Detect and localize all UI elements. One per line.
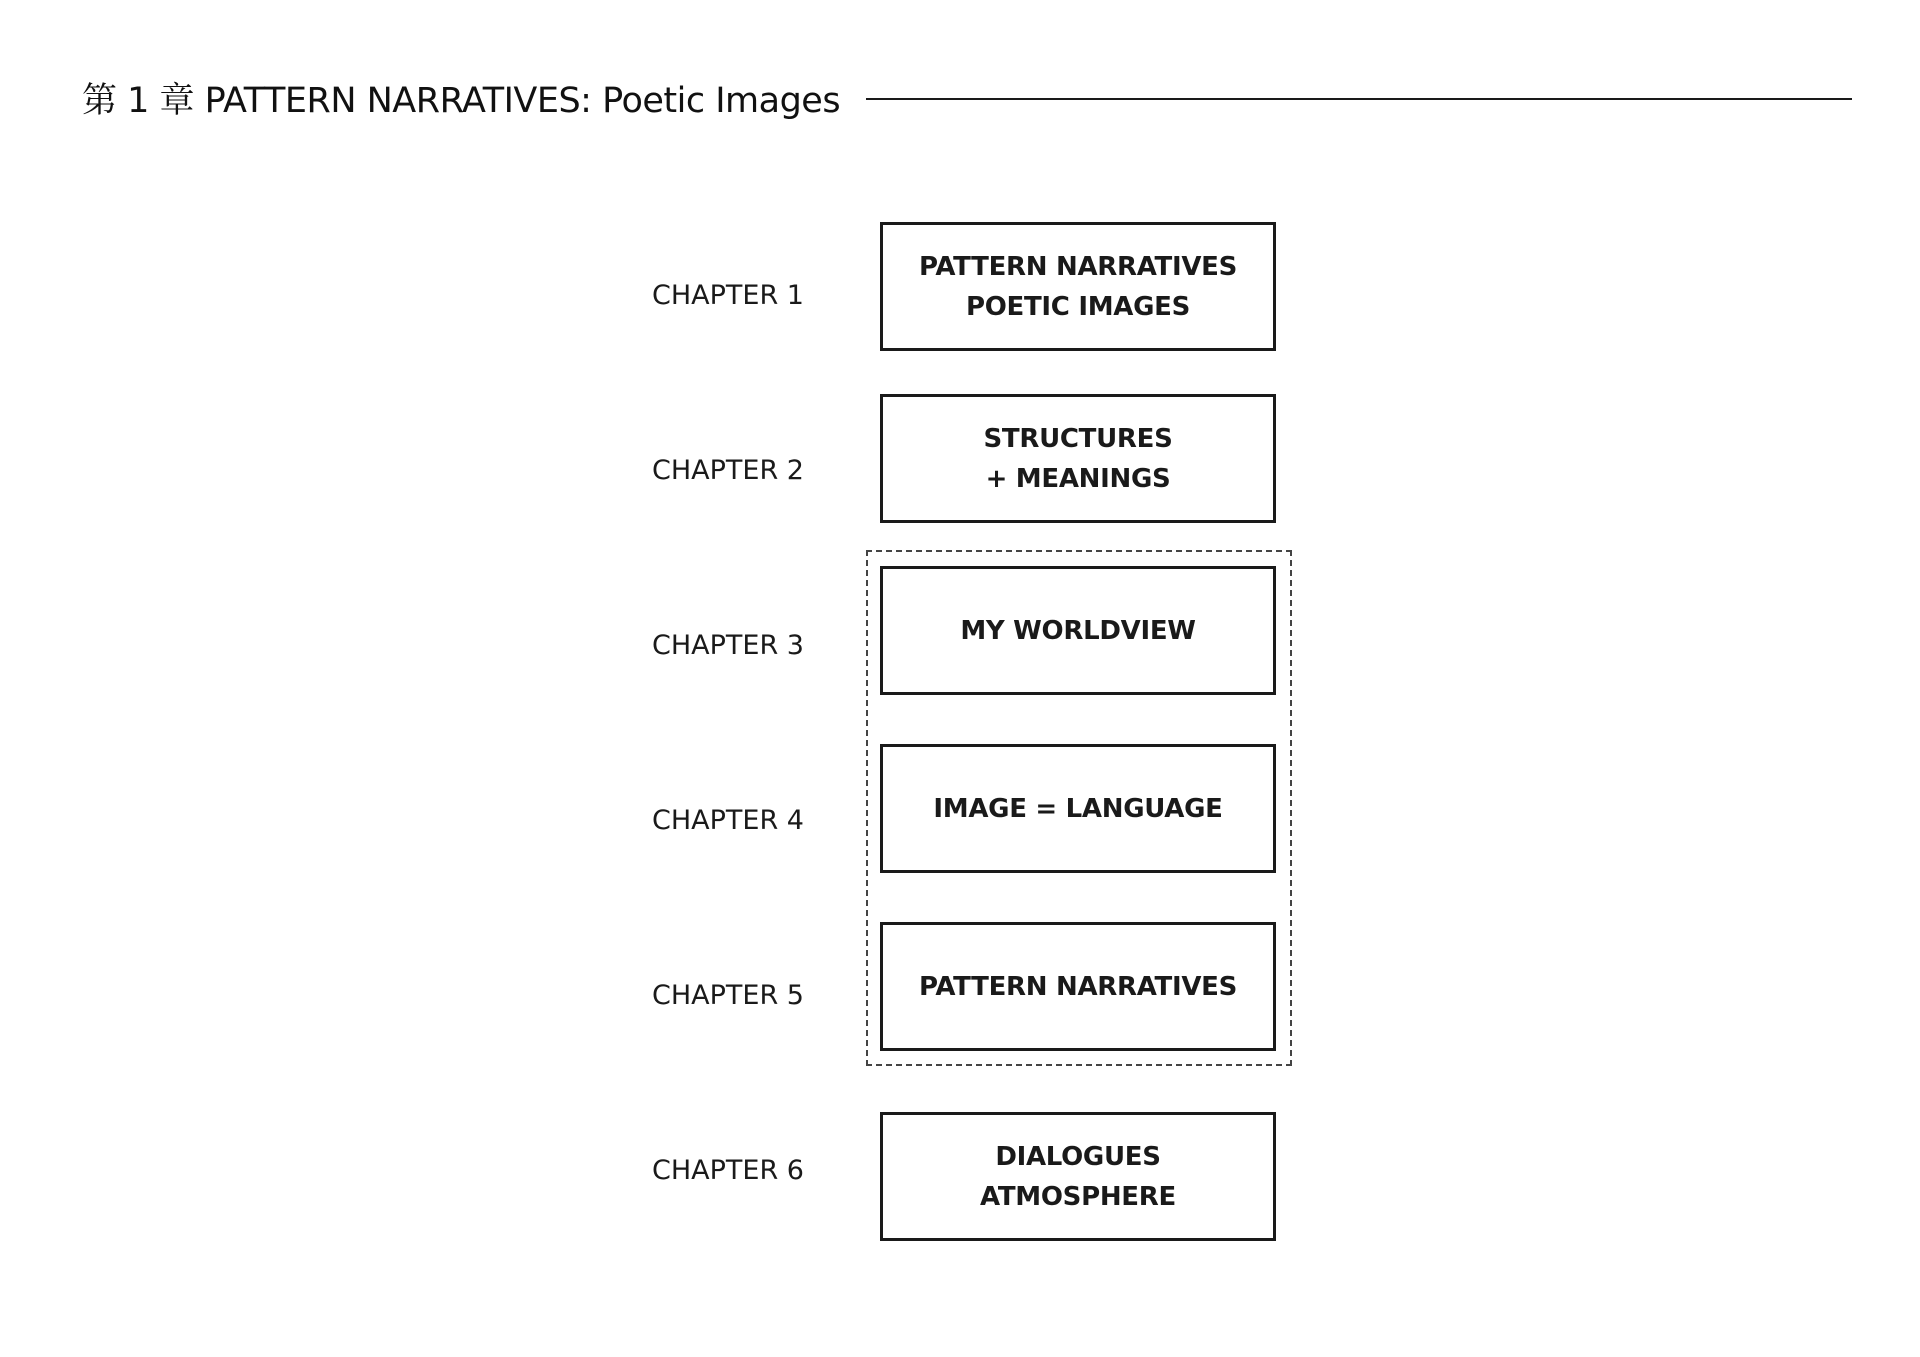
- chapter-box-5: [880, 922, 1276, 1051]
- chapter-box-6: [880, 1112, 1276, 1241]
- chapter-box-2: [880, 394, 1276, 523]
- chapter-box-3-text: MY WORLDVIEW: [960, 615, 1196, 646]
- chapter-label-3: CHAPTER 3: [652, 630, 804, 661]
- chapter-box-1: [880, 222, 1276, 351]
- chapter-box-6-text: DIALOGUES ATMOSPHERE: [980, 1141, 1176, 1212]
- chapter-label-4: CHAPTER 4: [652, 805, 804, 836]
- chapter-box-2-text: STRUCTURES + MEANINGS: [983, 423, 1173, 494]
- chapter-box-5-text: PATTERN NARRATIVES: [918, 971, 1238, 1002]
- chapter-label-6: CHAPTER 6: [652, 1155, 804, 1186]
- page-header: [82, 70, 1852, 126]
- chapter-box-1-text: PATTERN NARRATIVES POETIC IMAGES: [918, 251, 1238, 322]
- chapter-label-1: CHAPTER 1: [652, 280, 804, 311]
- header-divider: [866, 98, 1852, 100]
- chapter-box-4-text: IMAGE = LANGUAGE: [933, 793, 1223, 824]
- chapter-box-3: [880, 566, 1276, 695]
- chapter-label-2: CHAPTER 2: [652, 455, 804, 486]
- chapter-label-5: CHAPTER 5: [652, 980, 804, 1011]
- chapter-box-4: [880, 744, 1276, 873]
- page-title: 第 1 章 PATTERN NARRATIVES: Poetic Images: [82, 81, 841, 121]
